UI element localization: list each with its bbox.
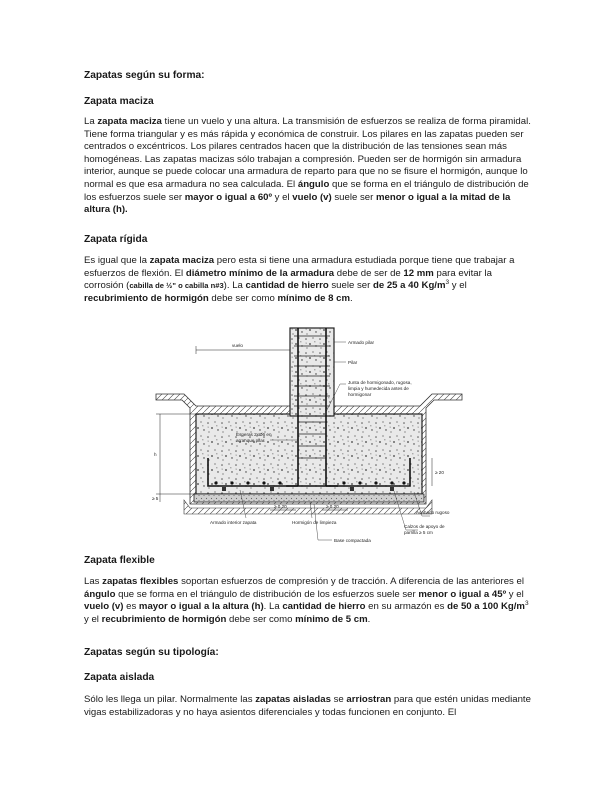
label-acabado: Acabado rugoso (416, 510, 450, 515)
label-junta-3: hormigonar (348, 392, 372, 397)
paragraph-zapata-flexible: Las zapatas flexibles soportan esfuerzos de compresión y de tracción. A diferencia de las anteriores el ángulo que se forma en el triángulo de distribución de los esfuerzos suele ser menor o igual a 45º y el vuelo (v) es mayor o igual a la altura (h). La cantidad de hierro en su armazón es de 50 a 100 $Kg/m^3$ y el recubrimiento de hormigón debe ser como mínimo de 5 cm. (84, 576, 529, 625)
label-calzos-2: parrilla ≥ 5 cm (404, 530, 433, 535)
label-junta-2: limpia y humedecida antes de (348, 386, 409, 391)
label-dim-020-right: ≥ 0.20 (326, 504, 339, 509)
heading-zapata-aislada: Zapata aislada (84, 672, 155, 683)
label-hormigon-limpieza: Hormigón de limpieza (292, 520, 337, 525)
label-esperas-2: arranque pilar (236, 438, 265, 443)
cleaning-concrete-layer (194, 494, 424, 502)
label-base-compactada: Base compactada (334, 538, 371, 543)
label-dim-020-left: ≥ 0.20 (274, 504, 287, 509)
paragraph-zapata-aislada: Sólo les llega un pilar. Normalmente las zapatas aisladas se arriostran para que estén unidas mediante vigas estabilizadoras y no haya asientos diferenciales y todas funcionen en conjunto. El (84, 694, 531, 718)
section-heading-tipologia: Zapatas según su tipología: (84, 647, 219, 658)
label-vuelo: vuelo (232, 343, 243, 348)
label-esperas-1: Esperas 2xØ6 en (236, 432, 272, 437)
footing-section-diagram (150, 322, 468, 548)
paragraph-zapata-rigida: Es igual que la zapata maciza pero esta si tiene una armadura estudiada porque tiene que trabajar a esfuerzos de flexión. El diámetro mínimo de la armadura debe de ser de 12 mm para evitar la corrosión (cabilla de ½" o cabilla n#3). La cantidad de hierro suele ser de 25 a 40 $Kg/m^3$ y el recubrimiento de hormigón debe ser como mínimo de 8 cm. (84, 255, 515, 304)
label-armado-interior: Armado interior zapata (210, 520, 257, 525)
column (290, 328, 334, 416)
heading-zapata-maciza: Zapata maciza (84, 96, 154, 107)
label-ge20: ≥ 20 (435, 470, 444, 475)
label-junta-1: Junta de hormigonado, rugosa, (348, 380, 412, 385)
heading-zapata-rigida: Zapata rígida (84, 234, 148, 245)
heading-zapata-flexible: Zapata flexible (84, 555, 155, 566)
label-ge5: ≥ 5 (152, 496, 159, 501)
footing-concrete (196, 414, 422, 494)
label-armado-pilar: Armado pilar (348, 340, 375, 345)
label-h: h (154, 452, 157, 457)
label-calzos-1: Calzos de apoyo de (404, 524, 445, 529)
paragraph-zapata-maciza: La zapata maciza tiene un vuelo y una altura. La transmisión de esfuerzos se realiza de forma piramidal. Tiene forma triangular y es más rápida y económica de construir. Los pilares en las zapatas pueden ser centrados o excéntricos. Los pilares centrados hacen que la distribución de las tensiones sean más homogéneas. Las zapatas macizas sólo trabajan a compresión. Pueden ser de hormigón sin armadura interior, aunque se puede colocar una armadura de reparto para que no se fisure el hormigón, aunque lo normal es que esa armadura no sea calculada. El ángulo que se forma en el triángulo de distribución de los esfuerzos suele ser mayor o igual a 60º y el vuelo (v) suele ser menor o igual a la mitad de la altura (h). (84, 116, 531, 216)
label-pilar: Pilar (348, 360, 358, 365)
section-heading-forma: Zapatas según su forma: (84, 70, 205, 81)
